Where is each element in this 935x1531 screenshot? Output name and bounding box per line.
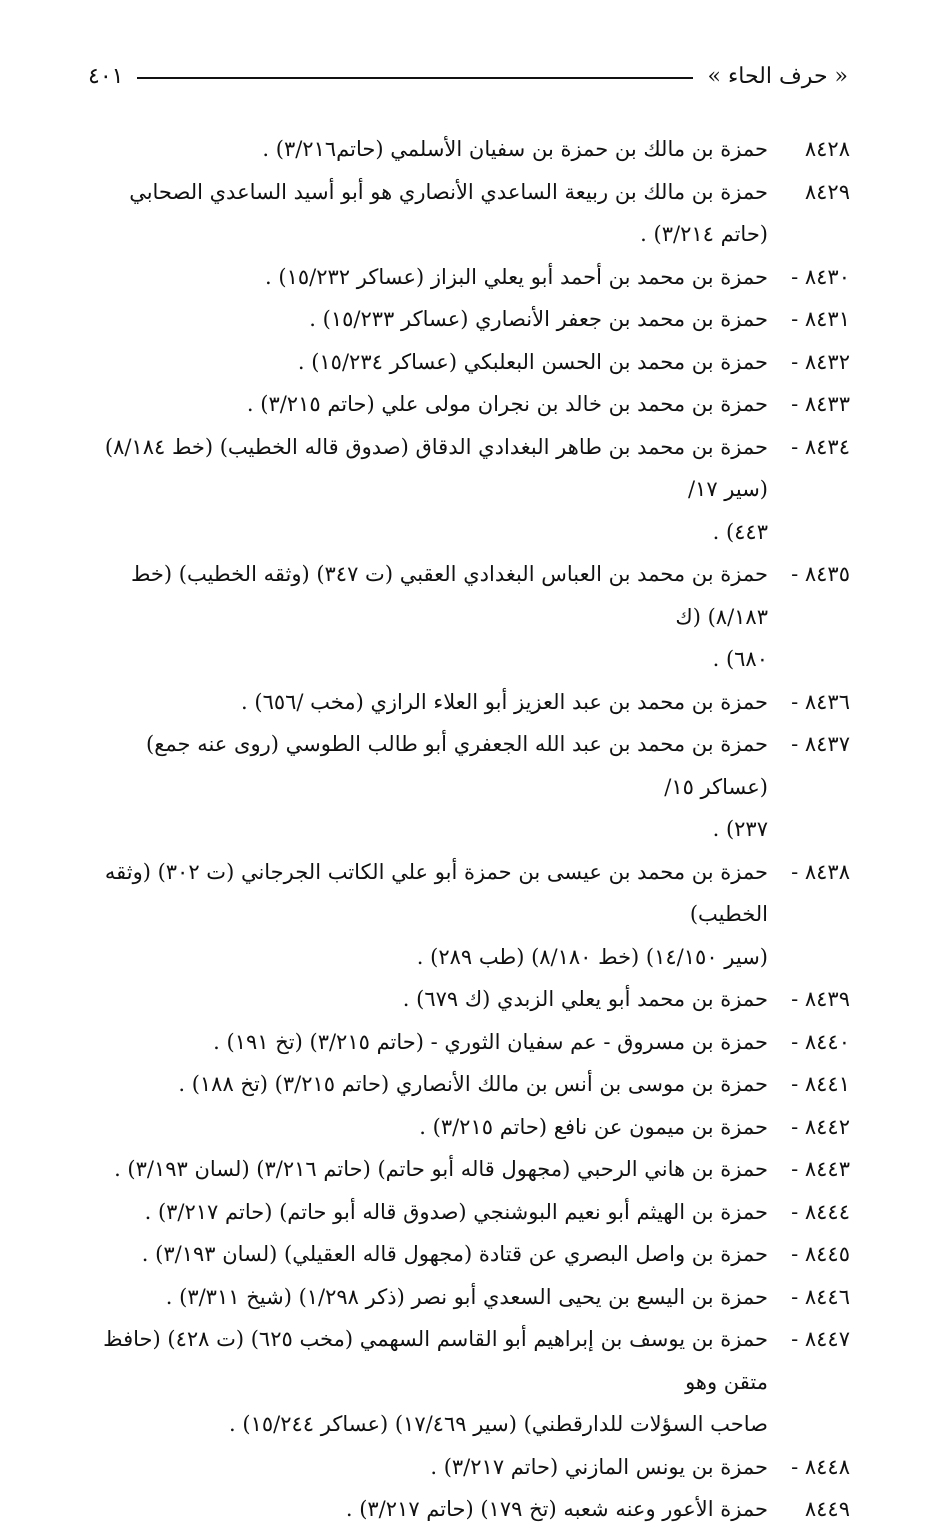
entry-text xyxy=(82,681,768,724)
entry-number: ٨٤٤٨ - xyxy=(791,1454,850,1479)
entry-line: حمزة بن محمد بن عبد الله الجعفري أبو طالب الطوسي (روى عنه جمع) (عساكر ١٥/ xyxy=(146,732,768,799)
entry-number: ٨٤٣٦ - xyxy=(791,689,850,714)
entry-text xyxy=(82,1233,768,1276)
entry-number: ٨٤٣٢ - xyxy=(791,349,850,374)
entry-row xyxy=(82,383,850,426)
entry-continuation-line: صاحب السؤلات للدارقطني) (سير ١٧/٤٦٩) (عساكر ١٥/٢٤٤) . xyxy=(229,1412,768,1436)
entry-row xyxy=(82,723,850,851)
entry-row xyxy=(82,298,850,341)
chapter-title: « حرف الحاء » xyxy=(707,63,848,89)
entry-line: حمزة بن محمد بن أحمد أبو يعلي البزاز (عساكر ١٥/٢٣٢) . xyxy=(265,264,768,289)
entry-line: حمزة بن مالك بن حمزة بن سفيان الأسلمي (حاتم٣/٢١٦) . xyxy=(262,137,768,161)
entry-text xyxy=(82,1021,768,1064)
entry-line: حمزة بن محمد أبو يعلي الزبدي (ك ٦٧٩) . xyxy=(402,987,768,1011)
entry-text xyxy=(82,1063,768,1106)
entry-text xyxy=(82,171,768,256)
entry-row xyxy=(82,1021,850,1064)
entry-text xyxy=(82,128,768,171)
entry-line: حمزة بن محمد بن عبد العزيز أبو العلاء الرازي (مخب /٦٥٦) . xyxy=(241,689,768,714)
entry-number: ٨٤٤٩ xyxy=(804,1497,850,1521)
entry-number: ٨٤٢٨ xyxy=(804,137,850,161)
entry-number: ٨٤٤٧ - xyxy=(791,1327,850,1351)
entry-row xyxy=(82,1106,850,1149)
entry-line: حمزة بن محمد بن العباس البغدادي العقبي (ت ٣٤٧) (وثقه الخطيب) (خط ٨/١٨٣) (ك xyxy=(130,562,768,629)
entry-text xyxy=(82,426,768,554)
entry-line: حمزة بن محمد بن جعفر الأنصاري (عساكر ١٥/٢٣٣) . xyxy=(309,307,768,331)
entry-row xyxy=(82,1276,850,1319)
entry-row xyxy=(82,1148,850,1191)
entry-row xyxy=(82,553,850,681)
entry-number: ٨٤٣٠ - xyxy=(791,264,850,289)
entry-number: ٨٤٤٠ - xyxy=(791,1029,850,1054)
entry-line: حمزة بن هاني الرحبي (مجهول قاله أبو حاتم) (حاتم ٣/٢١٦) (لسان ٣/١٩٣) . xyxy=(114,1157,768,1181)
entry-number: ٨٤٢٩ xyxy=(804,179,850,204)
entry-number: ٨٤٤٤ - xyxy=(791,1199,850,1224)
entry-line: حمزة بن اليسع بن يحيى السعدي أبو نصر (ذكر ١/٢٩٨) (شيخ ٣/٣١١) . xyxy=(165,1284,768,1309)
entry-line: حمزة بن مالك بن ربيعة الساعدي الأنصاري هو أبو أسيد الساعدي الصحابي (حاتم ٣/٢١٤) . xyxy=(129,179,768,246)
entry-row xyxy=(82,1191,850,1234)
entry-line: حمزة بن ميمون عن نافع (حاتم ٣/٢١٥) . xyxy=(419,1114,768,1139)
running-header xyxy=(88,56,848,96)
entry-text xyxy=(82,1191,768,1234)
entry-line: حمزة بن مسروق - عم سفيان الثوري - (حاتم ٣/٢١٥) (تخ ١٩١) . xyxy=(213,1029,768,1054)
entry-row xyxy=(82,256,850,299)
entry-continuation-line: ٤٤٣) . xyxy=(712,519,768,544)
entry-text xyxy=(82,1276,768,1319)
entry-line: حمزة بن محمد بن عيسى بن حمزة أبو علي الكاتب الجرجاني (ت ٣٠٢) (وثقه الخطيب) xyxy=(104,859,768,926)
entry-text xyxy=(82,383,768,426)
entry-line: حمزة بن محمد بن الحسن البعلبكي (عساكر ١٥/٢٣٤) . xyxy=(297,349,768,374)
entry-line: حمزة بن واصل البصري عن قتادة (مجهول قاله العقيلي) (لسان ٣/١٩٣) . xyxy=(141,1242,768,1266)
entry-list xyxy=(82,128,850,1531)
entry-row xyxy=(82,1233,850,1276)
entry-row xyxy=(82,978,850,1021)
entry-text xyxy=(82,851,768,979)
entry-line: حمزة بن محمد بن طاهر البغدادي الدقاق (صدوق قاله الخطيب) (خط ٨/١٨٤) (سير ١٧/ xyxy=(104,434,768,501)
entry-number: ٨٤٤٥ - xyxy=(791,1242,850,1266)
entry-number: ٨٤٤١ - xyxy=(791,1072,850,1096)
entry-text xyxy=(82,341,768,384)
entry-row xyxy=(82,128,850,171)
entry-number: ٨٤٣١ - xyxy=(791,307,850,331)
entry-text xyxy=(82,298,768,341)
entry-number: ٨٤٣٤ - xyxy=(791,434,850,459)
entry-text xyxy=(82,1106,768,1149)
entry-row xyxy=(82,1063,850,1106)
entry-text xyxy=(82,256,768,299)
entry-row xyxy=(82,1488,850,1531)
entry-number: ٨٤٣٩ - xyxy=(791,987,850,1011)
entry-row xyxy=(82,1318,850,1446)
entry-row xyxy=(82,851,850,979)
entry-text xyxy=(82,1446,768,1489)
entry-row xyxy=(82,1446,850,1489)
entry-row xyxy=(82,341,850,384)
entry-line: حمزة بن موسى بن أنس بن مالك الأنصاري (حاتم ٣/٢١٥) (تخ ١٨٨) . xyxy=(178,1072,768,1096)
entry-row xyxy=(82,171,850,256)
entry-text xyxy=(82,553,768,681)
entry-number: ٨٤٣٨ - xyxy=(791,859,850,884)
entry-number: ٨٤٣٣ - xyxy=(791,392,850,416)
entry-line: حمزة بن يونس المازني (حاتم ٣/٢١٧) . xyxy=(430,1454,768,1479)
header-rule xyxy=(137,77,693,79)
entry-line: حمزة الأعور وعنه شعبه (تخ ١٧٩) (حاتم ٣/٢١٧) . xyxy=(345,1497,768,1521)
entry-number: ٨٤٣٥ - xyxy=(791,562,850,586)
entry-line: حمزة بن الهيثم أبو نعيم البوشنجي (صدوق قاله أبو حاتم) (حاتم ٣/٢١٧) . xyxy=(144,1199,768,1224)
entry-line: حمزة بن يوسف بن إبراهيم أبو القاسم السهمي (مخب ٦٢٥) (ت ٤٢٨) (حافظ متقن وهو xyxy=(103,1327,768,1394)
entry-number: ٨٤٤٦ - xyxy=(791,1284,850,1309)
entry-row xyxy=(82,681,850,724)
entry-continuation-line: (سير ١٤/١٥٠) (خط ٨/١٨٠) (طب ٢٨٩) . xyxy=(416,944,768,969)
entry-text xyxy=(82,1148,768,1191)
entry-continuation-line: ٢٣٧) . xyxy=(712,817,768,841)
page-number: ٤٠١ xyxy=(88,63,124,89)
entry-line: حمزة بن محمد بن خالد بن نجران مولى علي (حاتم ٣/٢١٥) . xyxy=(246,392,768,416)
entry-number: ٨٤٤٣ - xyxy=(791,1157,850,1181)
entry-continuation-line: ٦٨٠) . xyxy=(712,647,768,671)
entry-number: ٨٤٣٧ - xyxy=(791,732,850,756)
entry-text xyxy=(82,723,768,851)
entry-text xyxy=(82,978,768,1021)
entry-row xyxy=(82,426,850,554)
entry-text xyxy=(82,1488,768,1531)
entry-text xyxy=(82,1318,768,1446)
entry-number: ٨٤٤٢ - xyxy=(791,1114,850,1139)
